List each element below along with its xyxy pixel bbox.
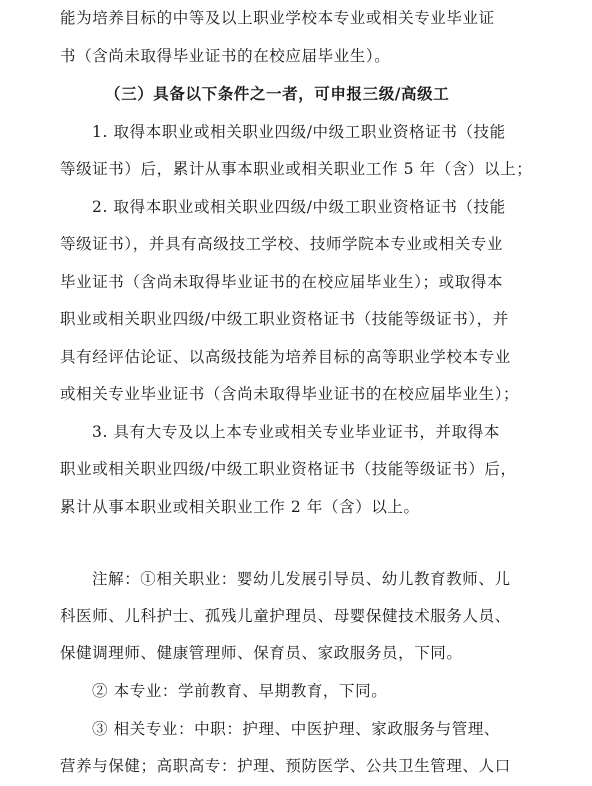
section-heading: （三）具备以下条件之一者，可申报三级/高级工: [105, 84, 450, 103]
text-line: 累计从事本职业或相关职业工作 2 年（含）以上。: [60, 498, 420, 516]
text-line: 1. 取得本职业或相关职业四级/中级工职业资格证书（技能: [92, 123, 506, 141]
text-line: 具有经评估论证、以高级技能为培养目标的高等职业学校本专业: [60, 348, 511, 366]
note-line: 营养与保健；高职高专：护理、预防医学、公共卫生管理、人口: [60, 757, 511, 775]
text-line: 等级证书）后，累计从事本职业或相关职业工作 5 年（含）以上；: [60, 160, 533, 178]
text-line: 3. 具有大专及以上本专业或相关专业毕业证书，并取得本: [92, 423, 500, 441]
note-line: ③ 相关专业：中职：护理、中医护理、家政服务与管理、: [92, 720, 501, 738]
text-line: 毕业证书（含尚未取得毕业证书的在校应届毕业生）；或取得本: [60, 273, 504, 291]
text-line: 等级证书），并具有高级技工学校、技师学院本专业或相关专业: [60, 235, 504, 253]
note-line: 科医师、儿科护士、孤残儿童护理员、母婴保健技术服务人员、: [60, 607, 511, 625]
text-line: 2. 取得本职业或相关职业四级/中级工职业资格证书（技能: [92, 198, 506, 216]
text-line: 或相关专业毕业证书（含尚未取得毕业证书的在校应届毕业生）；: [60, 385, 520, 403]
note-line: 保健调理师、健康管理师、保育员、家政服务员，下同。: [60, 644, 463, 662]
text-line: 能为培养目标的中等及以上职业学校本专业或相关专业毕业证: [60, 9, 495, 27]
text-line: 职业或相关职业四级/中级工职业资格证书（技能等级证书）后，: [60, 460, 517, 478]
text-line: 书（含尚未取得毕业证书的在校应届毕业生）。: [60, 47, 391, 65]
note-line: ② 本专业：学前教育、早期教育，下同。: [92, 682, 388, 700]
note-line: 注解：①相关职业：婴幼儿发展引导员、幼儿教育教师、儿: [92, 570, 511, 588]
text-line: 职业或相关职业四级/中级工职业资格证书（技能等级证书），并: [60, 310, 509, 328]
